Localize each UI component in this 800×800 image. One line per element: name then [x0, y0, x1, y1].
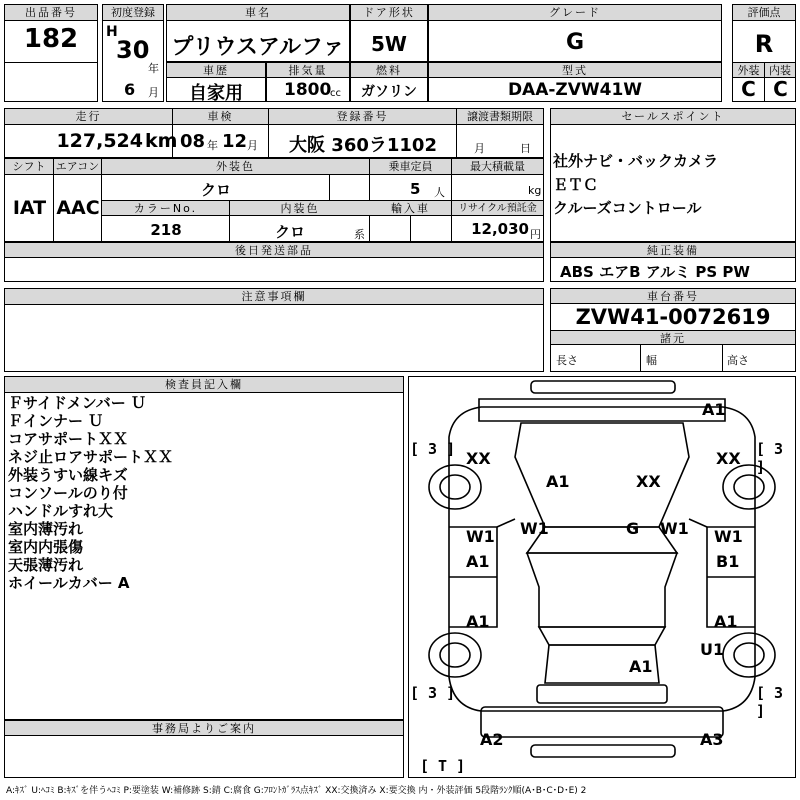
inspector-line: 室内薄汚れ — [8, 520, 84, 538]
displacement-label: 排気量 — [267, 63, 349, 78]
rear-left-wheel — [429, 633, 481, 677]
tire-bracket: [ 3 ] — [756, 684, 784, 720]
sales-point-line: クルーズコントロール — [553, 199, 702, 217]
interior-grade: C — [773, 77, 788, 101]
damage-mark: A3 — [700, 730, 724, 749]
car-damage-diagram — [409, 377, 795, 777]
damage-mark: U1 — [700, 640, 725, 659]
inspector-line: Ｆサイドメンバー Ｕ — [8, 394, 146, 412]
divider — [456, 125, 457, 157]
spare-tire-bracket: [ T ] — [420, 757, 466, 775]
recycle-fee: 12,030 — [471, 220, 529, 238]
interior-grade-label: 内装 — [764, 62, 795, 78]
inspector-notes — [8, 394, 173, 592]
first-reg-month: 6 — [124, 80, 136, 99]
door-type: 5W — [371, 32, 407, 56]
rear-left-wheel-hub — [440, 643, 470, 667]
capacity-label: 乗車定員 — [370, 159, 452, 175]
car-name: プリウスアルファ — [171, 35, 345, 60]
mileage: 127,524 — [56, 130, 143, 152]
model-label: 型式 — [429, 63, 721, 78]
grade: G — [565, 30, 585, 55]
recycle-label: リサイクル預託金 — [452, 200, 543, 216]
legend: A:ｷｽﾞ U:ﾍｺﾐ B:ｷｽﾞを伴うﾍｺﾐ P:要塗装 W:補修跡 S:錆 C:腐食 G:ﾌﾛﾝﾄｶﾞﾗｽ点ｷｽﾞ XX:交換済み X:要交換 内・外装評価 5段階ﾗﾝｸ順(A･B･C･D･E) 2 — [6, 786, 587, 796]
inspection-label: 車検 — [173, 109, 269, 125]
damage-mark: A1 — [629, 657, 653, 676]
aircon: AAC — [56, 197, 100, 219]
sales-point-label: セールスポイント — [551, 109, 795, 125]
aircon-label: エアコン — [54, 159, 102, 175]
front-left-wheel — [429, 465, 481, 509]
later-parts-label: 後日発送部品 — [5, 243, 543, 258]
shift-label: シフト — [5, 159, 54, 175]
max-load-unit: kg — [528, 184, 542, 197]
inspection-year: 08 — [180, 131, 206, 152]
inspection-year-unit: 年 — [207, 139, 218, 152]
car-name-label: 車名 — [167, 5, 349, 21]
inspector-line: ハンドルすれ大 — [8, 502, 114, 520]
length-label: 長さ — [556, 354, 578, 367]
transfer-month-unit: 月 — [474, 142, 485, 155]
front-left-wheel-hub — [440, 475, 470, 499]
inspector-label: 検査員記入欄 — [5, 377, 403, 393]
model-code: DAA-ZVW41W — [507, 80, 643, 100]
chassis-number: ZVW41-0072619 — [575, 305, 771, 329]
fuel: ガソリン — [361, 84, 417, 100]
divider — [410, 216, 411, 241]
int-color: クロ — [274, 223, 305, 241]
inspector-line: コンソールのり付 — [8, 484, 128, 502]
front-right-wheel-hub — [734, 475, 764, 499]
damage-mark: G — [626, 519, 640, 538]
sales-point-line: 社外ナビ・バックカメラ — [553, 152, 719, 170]
dims-label: 諸元 — [551, 330, 795, 345]
ext-color: クロ — [200, 181, 231, 199]
plate-number: 大阪 360ラ1102 — [289, 135, 437, 156]
capacity: 5 — [410, 180, 421, 198]
fuel-label: 燃料 — [351, 63, 427, 78]
rear-window-outline — [539, 627, 665, 645]
tire-bracket: [ 3 ] — [756, 440, 784, 476]
divider — [722, 345, 723, 371]
int-color-suffix: 系 — [354, 228, 365, 241]
damage-mark: A1 — [466, 552, 490, 571]
inspector-line: 天張薄汚れ — [8, 556, 84, 574]
damage-mark: XX — [716, 449, 741, 468]
inspector-line: ネジ止ロアサポートＸＸ — [8, 448, 174, 466]
hood-outline — [515, 423, 689, 527]
damage-mark: A1 — [714, 612, 738, 631]
displacement: 1800 — [284, 80, 332, 100]
damage-mark: XX — [466, 449, 491, 468]
exterior-grade: C — [741, 77, 756, 101]
recycle-unit: 円 — [530, 228, 541, 241]
door-label: ドア形状 — [351, 5, 427, 21]
notes-label: 注意事項欄 — [5, 289, 543, 305]
damage-mark: A1 — [466, 612, 490, 631]
damage-mark: A1 — [702, 400, 726, 419]
divider — [329, 175, 330, 200]
inspector-line: 外装うすい線キズ — [8, 466, 128, 484]
front-panel-outline — [479, 399, 725, 421]
ext-color-label: 外装色 — [102, 159, 370, 175]
mileage-unit: km — [145, 130, 178, 152]
divider — [5, 62, 97, 63]
width-label: 幅 — [646, 354, 657, 367]
mileage-label: 走行 — [5, 109, 173, 125]
inspector-line: 室内内張傷 — [8, 538, 84, 556]
inspector-line: ホイールカバー A — [8, 574, 130, 592]
damage-mark: B1 — [716, 552, 740, 571]
rear-right-wheel-hub — [734, 643, 764, 667]
chassis-label: 車台番号 — [551, 289, 795, 304]
divider — [640, 345, 641, 371]
damage-mark: XX — [636, 472, 661, 491]
grade-label: グレード — [429, 5, 721, 21]
damage-mark: A1 — [546, 472, 570, 491]
lot-number-label: 出品番号 — [5, 5, 97, 21]
inspector-line: コアサポートＸＸ — [8, 430, 129, 448]
sales-point-line: ＥＴＣ — [553, 176, 599, 194]
transfer-day-unit: 日 — [520, 142, 531, 155]
damage-mark: W1 — [714, 527, 743, 546]
tire-bracket: [ 3 ] — [410, 684, 456, 702]
rear-bumper-outline — [537, 685, 667, 703]
import-label: 輸入車 — [370, 200, 452, 216]
color-no: 218 — [150, 221, 182, 239]
transfer-label: 譲渡書類期限 — [457, 109, 543, 125]
first-reg-year: 30 — [116, 36, 150, 64]
rear-trim-outline — [531, 745, 675, 757]
history: 自家用 — [189, 83, 243, 104]
year-unit: 年 — [148, 62, 159, 75]
score: R — [754, 30, 774, 58]
roof-outline — [527, 553, 677, 627]
office-label: 事務局よりご案内 — [5, 721, 403, 736]
max-load-label: 最大積載量 — [452, 159, 543, 175]
lot-number: 182 — [23, 24, 79, 54]
damage-mark: A2 — [480, 730, 504, 749]
genuine-label: 純正装備 — [551, 243, 795, 258]
rear-right-wheel — [723, 633, 775, 677]
divider — [172, 125, 173, 157]
height-label: 高さ — [727, 354, 749, 367]
first-reg-label: 初度登録 — [103, 5, 163, 21]
plate-label: 登録番号 — [269, 109, 457, 125]
history-label: 車歴 — [167, 63, 265, 78]
color-no-label: カラーNo. — [102, 200, 230, 216]
tire-bracket: [ 3 ] — [410, 440, 456, 458]
body-outline — [449, 407, 755, 711]
inspection-month: 12 — [222, 131, 248, 152]
right-mirror-outline — [689, 519, 707, 527]
genuine-equipment: ABS エアB アルミ PS PW — [560, 263, 750, 281]
damage-mark: W1 — [520, 519, 549, 538]
displacement-unit: cc — [330, 88, 341, 99]
front-bumper-outline — [531, 381, 675, 393]
score-label: 評価点 — [733, 5, 795, 21]
damage-mark: W1 — [660, 519, 689, 538]
exterior-grade-label: 外装 — [733, 62, 764, 78]
inspection-month-unit: 月 — [247, 139, 258, 152]
left-mirror-outline — [497, 519, 515, 527]
windshield-outline — [527, 527, 677, 553]
capacity-unit: 人 — [434, 186, 445, 199]
damage-mark: W1 — [466, 527, 495, 546]
era: H — [106, 24, 118, 40]
int-color-label: 内装色 — [230, 200, 370, 216]
month-unit: 月 — [148, 86, 159, 99]
shift: IAT — [12, 197, 47, 219]
inspector-line: Ｆインナー Ｕ — [8, 412, 104, 430]
